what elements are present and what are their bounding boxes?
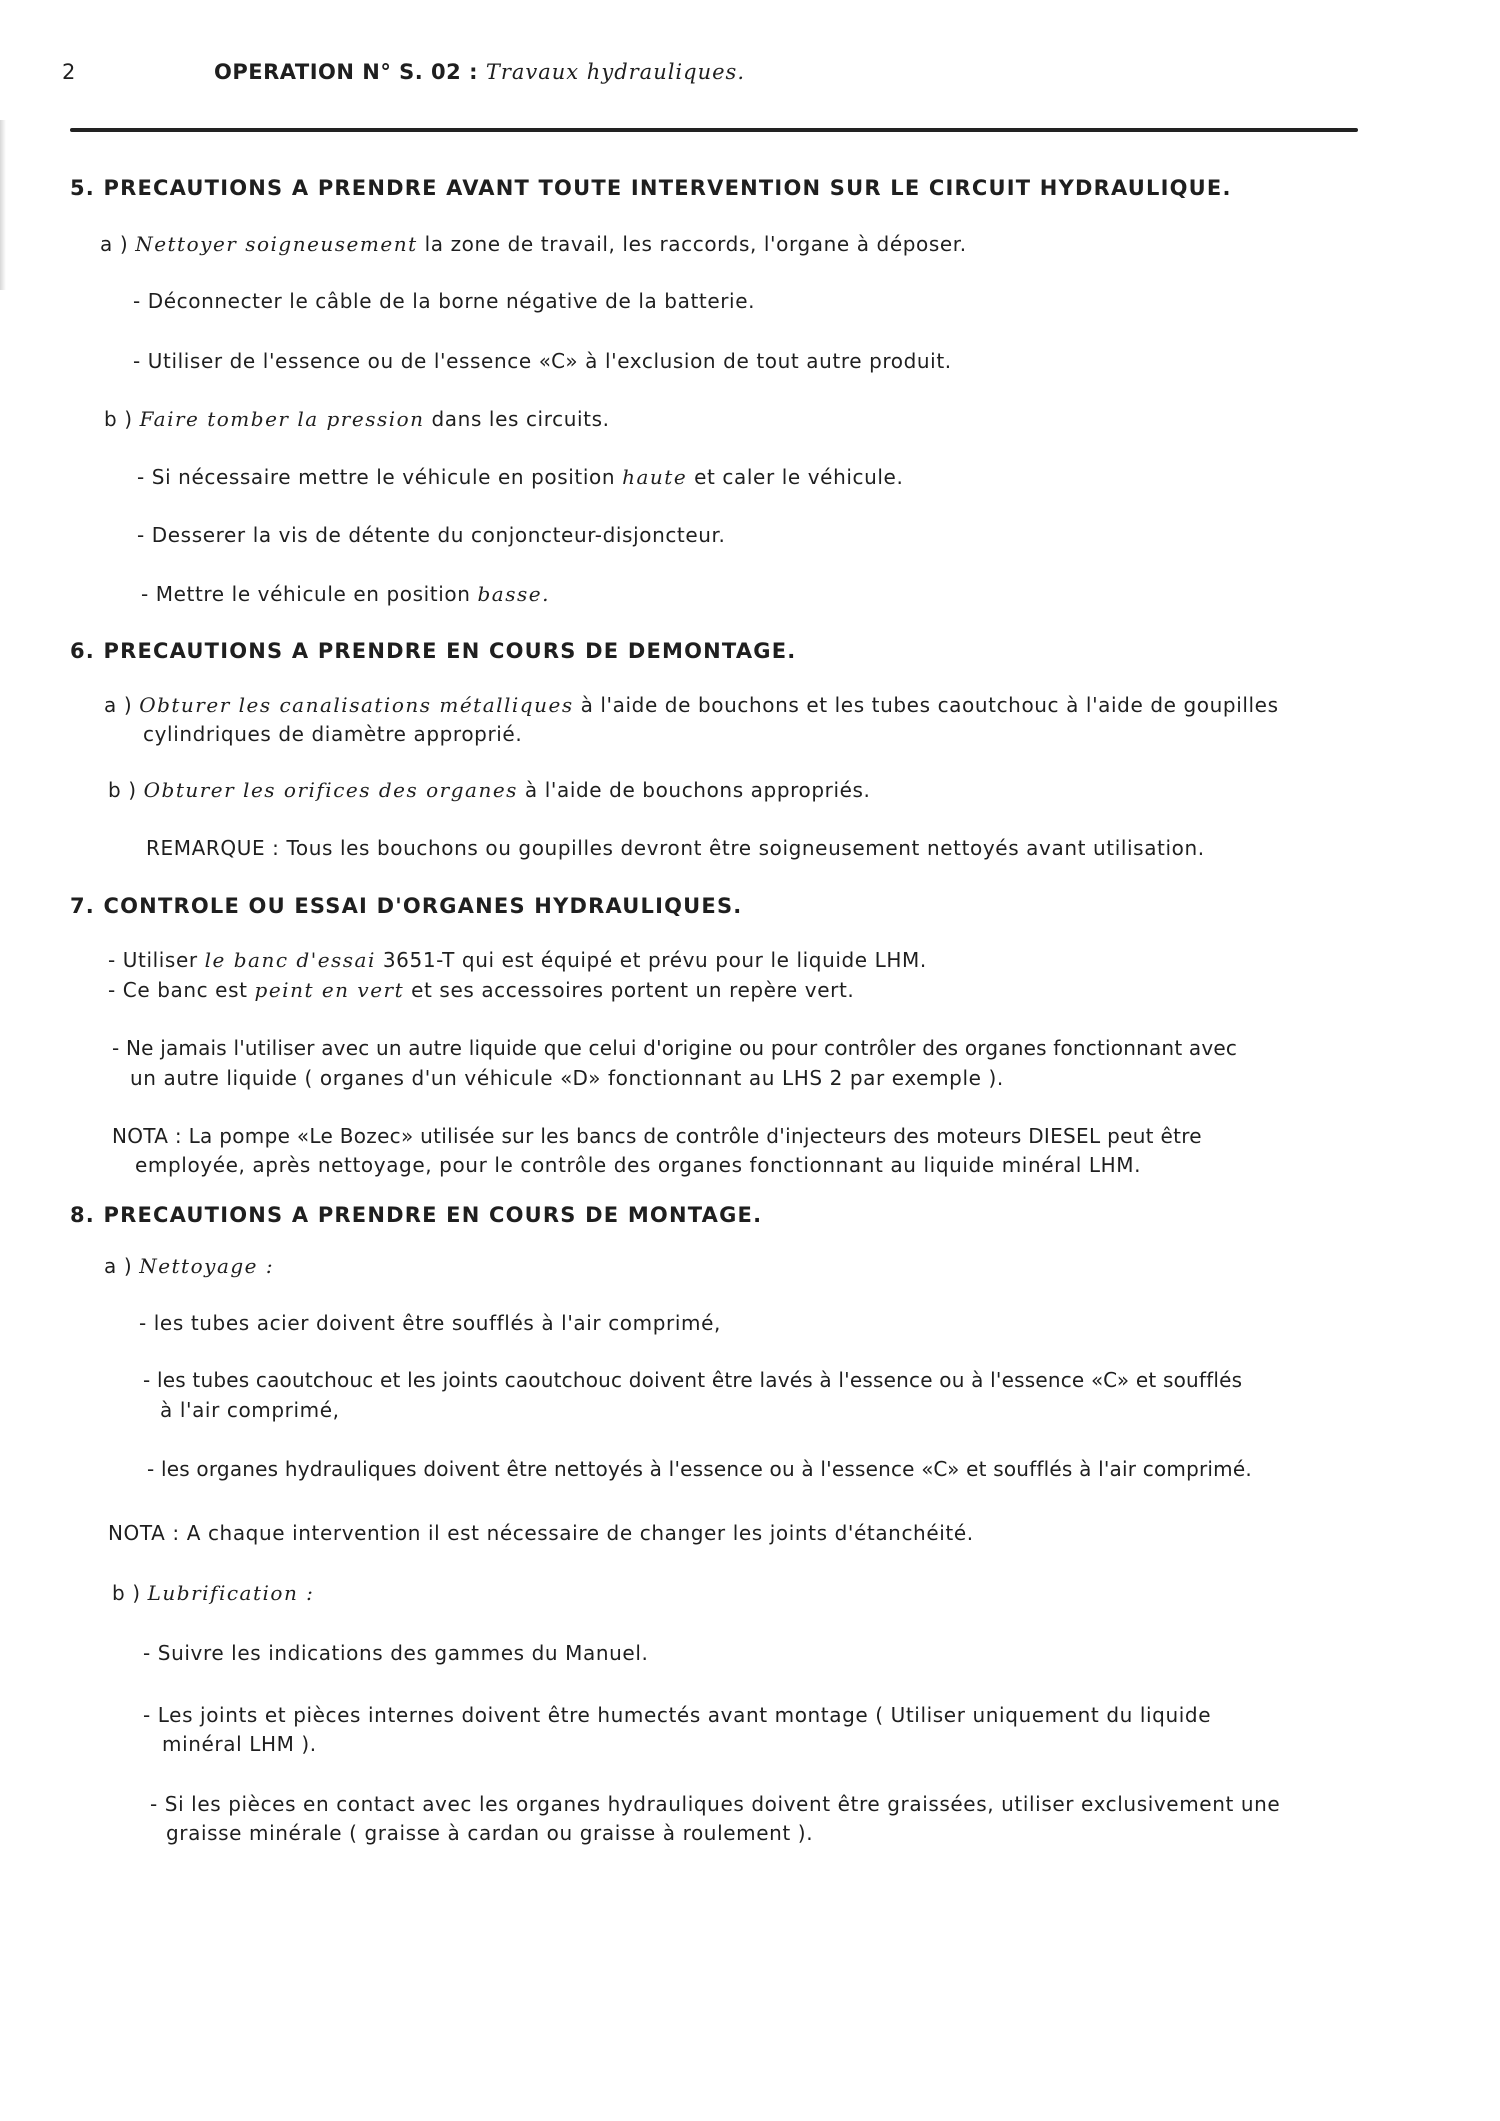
operation-subtitle: Travaux hydrauliques. [485, 60, 746, 84]
section-8-a-bullet-1: - les tubes acier doivent être soufflés à l'air comprimé, [139, 1311, 721, 1335]
section-6-item-a-line-1 [104, 690, 1279, 720]
item-label: a ) [104, 1254, 133, 1278]
section-6-item-a-line-2: cylindriques de diamètre approprié. [143, 722, 523, 746]
section-7-nota-line-1: NOTA : La pompe «Le Bozec» utilisée sur les bancs de contrôle d'injecteurs des moteurs DIESEL peut être [112, 1124, 1202, 1148]
bullet-text-end: et ses accessoires portent un repère vert. [411, 978, 855, 1002]
section-7-heading: 7. CONTROLE OU ESSAI D'ORGANES HYDRAULIQUES. [70, 894, 743, 918]
bullet-emphasis: haute [622, 465, 688, 489]
section-5-a-bullet-2: - Utiliser de l'essence ou de l'essence «C» à l'exclusion de tout autre produit. [133, 349, 952, 373]
item-text: la zone de travail, les raccords, l'organe à déposer. [424, 232, 967, 256]
section-6-item-b [108, 775, 871, 805]
item-label: a ) [100, 232, 129, 256]
operation-title-label: OPERATION N° S. 02 : [214, 60, 478, 84]
bullet-emphasis: peint en vert [254, 978, 405, 1002]
item-label: b ) [108, 778, 137, 802]
section-8-b-bullet-3-line-2: graisse minérale ( graisse à cardan ou graisse à roulement ). [166, 1821, 814, 1845]
item-label: a ) [104, 693, 133, 717]
section-5-b-bullet-3 [141, 579, 550, 609]
section-7-nota-line-2: employée, après nettoyage, pour le contrôle des organes fonctionnant au liquide minéral LHM. [135, 1153, 1142, 1177]
bullet-text-end: et caler le véhicule. [694, 465, 904, 489]
scan-edge-shadow [0, 120, 6, 290]
item-text: dans les circuits. [431, 407, 610, 431]
section-5-b-bullet-2: - Desserer la vis de détente du conjoncteur-disjoncteur. [137, 523, 726, 547]
section-7-bullet-1 [108, 945, 927, 975]
section-8-nota: NOTA : A chaque intervention il est nécessaire de changer les joints d'étanchéité. [108, 1521, 974, 1545]
bullet-text: - Utiliser [108, 948, 198, 972]
section-7-bullet-2 [108, 975, 854, 1005]
item-emphasis: Nettoyage : [139, 1254, 275, 1278]
item-emphasis: Faire tomber la pression [139, 407, 425, 431]
page-header [62, 60, 1400, 90]
page-number: 2 [62, 60, 76, 84]
item-text: à l'aide de bouchons et les tubes caoutchouc à l'aide de goupilles [580, 693, 1279, 717]
section-8-b-bullet-2-line-1: - Les joints et pièces internes doivent être humectés avant montage ( Utiliser uniquement du liquide [143, 1703, 1212, 1727]
bullet-text: - Mettre le véhicule en position [141, 582, 471, 606]
section-7-bullet-3-line-2: un autre liquide ( organes d'un véhicule «D» fonctionnant au LHS 2 par exemple ). [130, 1066, 1004, 1090]
section-5-a-bullet-1: - Déconnecter le câble de la borne négative de la batterie. [133, 289, 756, 313]
operation-title [214, 60, 745, 84]
item-emphasis: Lubrification : [147, 1581, 315, 1605]
section-8-b-bullet-1: - Suivre les indications des gammes du Manuel. [143, 1641, 649, 1665]
item-label: b ) [104, 407, 133, 431]
section-5-b-bullet-1 [137, 462, 903, 492]
item-label: b ) [112, 1581, 141, 1605]
item-text: à l'aide de bouchons appropriés. [524, 778, 871, 802]
bullet-emphasis: basse. [477, 582, 550, 606]
section-8-b-bullet-2-line-2: minéral LHM ). [162, 1732, 317, 1756]
section-5-item-a [100, 229, 967, 259]
bullet-text-end: 3651-T qui est équipé et prévu pour le liquide LHM. [382, 948, 927, 972]
section-8-a-bullet-2-line-1: - les tubes caoutchouc et les joints caoutchouc doivent être lavés à l'essence ou à l'essence «C» et soufflés [143, 1368, 1243, 1392]
section-6-heading: 6. PRECAUTIONS A PRENDRE EN COURS DE DEMONTAGE. [70, 639, 797, 663]
section-8-a-bullet-3: - les organes hydrauliques doivent être nettoyés à l'essence ou à l'essence «C» et soufflés à l'air comprimé. [147, 1457, 1252, 1481]
section-8-heading: 8. PRECAUTIONS A PRENDRE EN COURS DE MONTAGE. [70, 1203, 763, 1227]
section-5-heading: 5. PRECAUTIONS A PRENDRE AVANT TOUTE INTERVENTION SUR LE CIRCUIT HYDRAULIQUE. [70, 176, 1232, 200]
item-emphasis: Nettoyer soigneusement [135, 232, 418, 256]
section-6-remarque: REMARQUE : Tous les bouchons ou goupilles devront être soigneusement nettoyés avant utilisation. [146, 836, 1205, 860]
section-8-b-bullet-3-line-1: - Si les pièces en contact avec les organes hydrauliques doivent être graissées, utiliser exclusivement une [150, 1792, 1281, 1816]
bullet-text: - Ce banc est [108, 978, 248, 1002]
section-8-a-bullet-2-line-2: à l'air comprimé, [160, 1398, 340, 1422]
bullet-emphasis: le banc d'essai [204, 948, 376, 972]
section-8-item-a [104, 1251, 274, 1281]
section-8-item-b [112, 1578, 314, 1608]
item-emphasis: Obturer les orifices des organes [143, 778, 518, 802]
item-emphasis: Obturer les canalisations métalliques [139, 693, 574, 717]
section-7-bullet-3-line-1: - Ne jamais l'utiliser avec un autre liquide que celui d'origine ou pour contrôler des organes fonctionnant avec [112, 1036, 1238, 1060]
bullet-text: - Si nécessaire mettre le véhicule en position [137, 465, 616, 489]
header-rule [70, 128, 1358, 132]
section-5-item-b [104, 404, 610, 434]
